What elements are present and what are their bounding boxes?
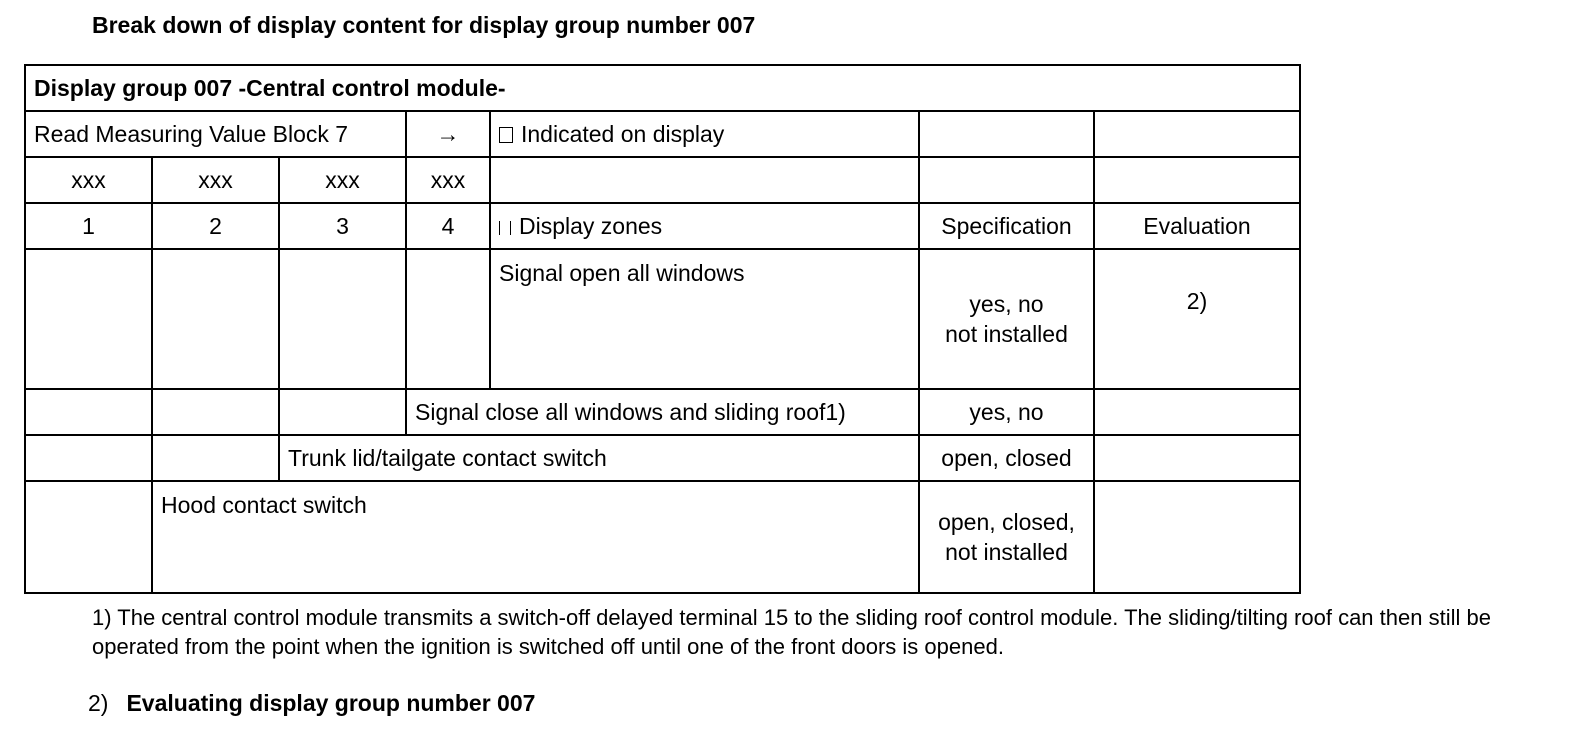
- empty-cell: [1094, 111, 1300, 157]
- display-zones-label: Display zones: [519, 213, 663, 239]
- footnote-2-number: 2): [88, 690, 109, 716]
- footnote-2: [88, 688, 535, 718]
- footnote-1: 1) The central control module transmits a switch-off delayed terminal 15 to the sliding roof control module. The sliding/tilting roof can then still be operated from the point when the ignition is switched off until one of the front doors is opened.: [92, 605, 1491, 659]
- empty-cell: [919, 111, 1094, 157]
- checkbox-square-icon: [499, 127, 513, 143]
- xxx-cell-1: xxx: [25, 157, 152, 203]
- empty-cell: [152, 435, 279, 481]
- zone-header-row: [25, 203, 1300, 249]
- spec-line: not installed: [945, 321, 1068, 347]
- zone-number-1: 1: [25, 203, 152, 249]
- read-block-label: Read Measuring Value Block 7: [25, 111, 406, 157]
- spec-trunk-switch: open, closed: [919, 435, 1094, 481]
- empty-cell: [152, 249, 279, 389]
- indicated-cell: [490, 111, 919, 157]
- evaluation-header: Evaluation: [1094, 203, 1300, 249]
- zone-number-2: 2: [152, 203, 279, 249]
- row-label-hood-switch: Hood contact switch: [152, 481, 919, 593]
- double-bar-icon: [499, 221, 511, 235]
- page-heading: Break down of display content for display group number 007: [92, 12, 756, 38]
- table-row: [25, 249, 1300, 389]
- spec-close-windows: yes, no: [919, 389, 1094, 435]
- empty-cell: [279, 249, 406, 389]
- table-row: [25, 435, 1300, 481]
- table-row: [25, 481, 1300, 593]
- footnote-2-text: Evaluating display group number 007: [126, 690, 536, 716]
- empty-cell: [1094, 157, 1300, 203]
- row-label-close-windows: Signal close all windows and sliding roof1): [406, 389, 919, 435]
- empty-cell: [25, 481, 152, 593]
- xxx-row: [25, 157, 1300, 203]
- empty-cell: [279, 389, 406, 435]
- specification-header: Specification: [919, 203, 1094, 249]
- empty-cell: [152, 389, 279, 435]
- spec-open-windows: [919, 249, 1094, 389]
- table-title-row: [25, 65, 1300, 111]
- empty-cell: [1094, 435, 1300, 481]
- eval-open-windows: 2): [1094, 249, 1300, 389]
- empty-cell: [919, 157, 1094, 203]
- spec-hood-switch: [919, 481, 1094, 593]
- empty-cell: [490, 157, 919, 203]
- row-label-open-windows: Signal open all windows: [490, 249, 919, 389]
- spec-line: not installed: [945, 539, 1068, 565]
- zone-number-4: 4: [406, 203, 490, 249]
- table-title: Display group 007 -Central control module-: [25, 65, 1300, 111]
- xxx-cell-2: xxx: [152, 157, 279, 203]
- arrow-cell: [406, 111, 490, 157]
- zone-number-3: 3: [279, 203, 406, 249]
- empty-cell: [25, 435, 152, 481]
- read-block-row: [25, 111, 1300, 157]
- empty-cell: [1094, 389, 1300, 435]
- empty-cell: [25, 389, 152, 435]
- right-arrow-icon: →: [436, 121, 460, 147]
- xxx-cell-4: xxx: [406, 157, 490, 203]
- table-row: [25, 389, 1300, 435]
- empty-cell: [406, 249, 490, 389]
- spec-line: open, closed,: [938, 509, 1075, 535]
- display-zones-cell: [490, 203, 919, 249]
- empty-cell: [1094, 481, 1300, 593]
- row-label-trunk-switch: Trunk lid/tailgate contact switch: [279, 435, 919, 481]
- spec-line: yes, no: [969, 291, 1044, 317]
- indicated-label: Indicated on display: [521, 121, 725, 147]
- display-group-table: [24, 64, 1301, 594]
- xxx-cell-3: xxx: [279, 157, 406, 203]
- empty-cell: [25, 249, 152, 389]
